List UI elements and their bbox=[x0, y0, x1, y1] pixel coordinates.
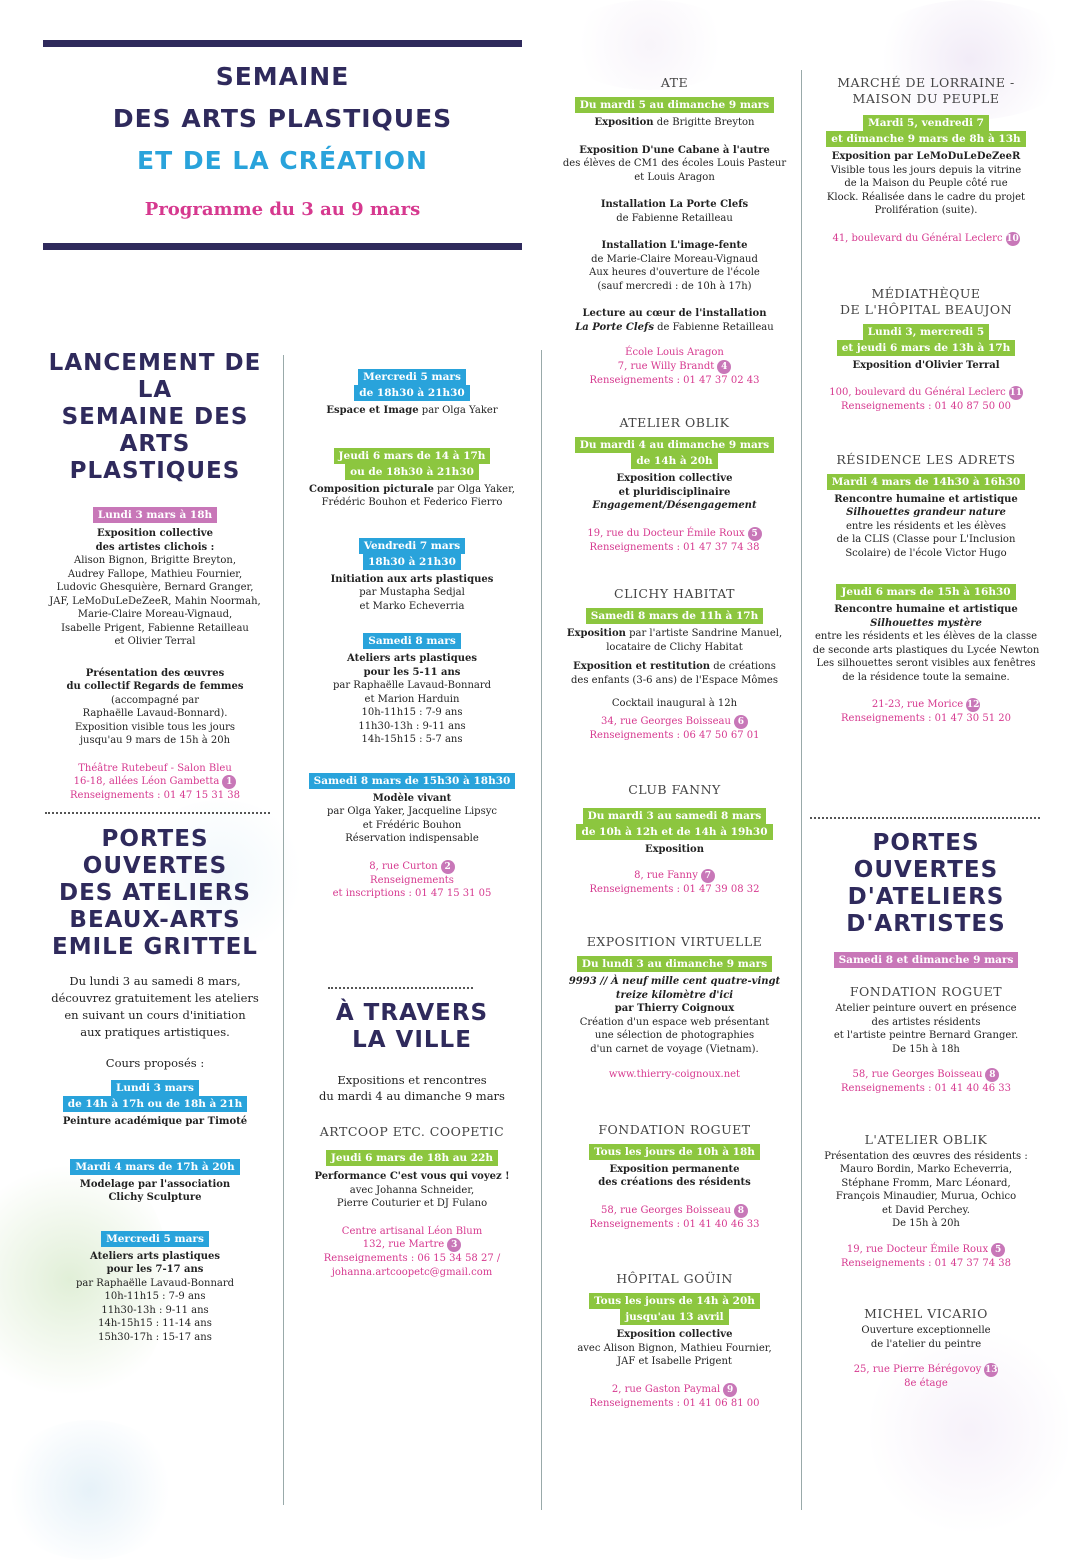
phone-info: Renseignements : 01 47 39 08 32 bbox=[589, 883, 760, 895]
course-title: Peinture académique par Timoté bbox=[62, 1116, 248, 1127]
event-detail: par Olga Yaker bbox=[418, 405, 498, 416]
address: 8, rue Curton bbox=[369, 860, 438, 872]
event-detail: avec Johanna Schneider, bbox=[349, 1184, 475, 1196]
event-title: Rencontre humaine et artistique bbox=[834, 493, 1018, 505]
event-title: 9993 // À neuf mille cent quatre-vingt bbox=[568, 976, 781, 987]
event-detail: de Fabienne Retailleau bbox=[616, 212, 733, 224]
artist-line: Audrey Fallope, Mathieu Fournier, bbox=[67, 568, 243, 580]
venue-title: MAISON DU PEUPLE bbox=[852, 91, 1000, 106]
phone-info: Renseignements bbox=[370, 874, 454, 886]
venue-title: MARCHÉ DE LORRAINE - bbox=[837, 75, 1015, 90]
event-title: Rencontre humaine et artistique bbox=[834, 604, 1018, 615]
event-title: Espace et Image bbox=[326, 405, 419, 416]
address: 19, rue du Docteur Émile Roux bbox=[587, 527, 745, 539]
phone-info: Renseignements : 01 41 06 81 00 bbox=[589, 1397, 760, 1409]
event-detail: par Olga Yaker, bbox=[433, 483, 515, 495]
date-tag: Du mardi 4 au dimanche 9 mars bbox=[575, 437, 774, 453]
location-number-badge: 11 bbox=[1009, 388, 1022, 398]
venue-title: ARTCOOP ETC. COOPETIC bbox=[319, 1124, 505, 1139]
event-title: des créations des résidents bbox=[598, 1177, 751, 1188]
portes-ateliers-artistes-section bbox=[806, 830, 1046, 1391]
date-tag: Vendredi 7 mars bbox=[359, 538, 465, 554]
section-title: EMILE GRITTEL bbox=[52, 934, 258, 960]
event-title: Exposition D'une Cabane à l'autre bbox=[579, 144, 770, 156]
date-tag: Mardi 4 mars de 17h à 20h bbox=[70, 1159, 239, 1175]
date-tag: Lundi 3 mars à 18h bbox=[93, 507, 217, 523]
date-tag: Samedi 8 mars de 11h à 17h bbox=[586, 608, 763, 624]
event-detail: Stéphane Fromm, Marc Léonard, bbox=[841, 1177, 1011, 1189]
event-detail: (sauf mercredi : de 10h à 17h) bbox=[597, 280, 752, 292]
event-detail: par Raphaëlle Lavaud-Bonnard bbox=[332, 680, 492, 691]
venue-title: L'ATELIER OBLIK bbox=[864, 1131, 988, 1147]
event-detail: jusqu'au 9 mars de 15h à 20h bbox=[79, 735, 231, 746]
event-title: Présentation des œuvres bbox=[85, 667, 225, 679]
location-number-badge: 6 bbox=[734, 715, 748, 729]
a-travers-la-ville-section bbox=[288, 1000, 536, 1279]
artist-line: JAF, LeMoDuLeDeZeeR, Mahin Noormah, bbox=[49, 595, 261, 607]
venue-title: DE L'HÔPITAL BEAUJON bbox=[839, 301, 1013, 317]
course-title: Clichy Sculpture bbox=[108, 1192, 202, 1203]
event-title: Exposition collective bbox=[616, 473, 733, 484]
courses-label: Cours proposés : bbox=[105, 1056, 205, 1070]
artist-line: Marie-Claire Moreau-Vignaud, bbox=[77, 609, 233, 620]
date-tag: Mardi 5, vendredi 7 bbox=[863, 115, 989, 131]
event-detail: (accompagné par bbox=[110, 694, 199, 706]
address: 132, rue Martre bbox=[362, 1239, 445, 1250]
phone-info: Renseignements : 01 41 40 46 33 bbox=[589, 1218, 760, 1230]
event-detail: de seconde arts plastiques du Lycée Newton bbox=[812, 644, 1040, 656]
event-detail: de Marie-Claire Moreau-Vignaud bbox=[591, 253, 758, 265]
section-title: À TRAVERS bbox=[335, 1000, 489, 1026]
location-number-badge: 8 bbox=[985, 1068, 999, 1082]
section-title: PORTES OUVERTES bbox=[853, 830, 999, 883]
column-divider bbox=[283, 355, 284, 1505]
event-detail: de Fabienne Retailleau bbox=[653, 321, 774, 333]
course-detail: 11h30-13h : 9-11 ans bbox=[101, 1304, 209, 1316]
section-separator bbox=[45, 812, 270, 814]
event-detail: et Frédéric Bouhon bbox=[362, 819, 462, 831]
address: 58, rue Georges Boisseau bbox=[601, 1204, 731, 1216]
address: 2, rue Gaston Paymal bbox=[611, 1383, 721, 1395]
event-detail: François Minaudier, Murua, Ochico bbox=[835, 1191, 1017, 1202]
address: École Louis Aragon bbox=[625, 347, 724, 358]
event-detail: et Marion Harduin bbox=[364, 693, 460, 705]
event-title: Engagement/Désengagement bbox=[592, 500, 757, 511]
decorative-pattern bbox=[0, 1420, 180, 1560]
event-title: La Porte Clefs bbox=[575, 321, 654, 333]
date-tag: Jeudi 6 mars de 18h au 22h bbox=[326, 1150, 498, 1166]
program-dates: Programme du 3 au 9 mars bbox=[144, 199, 421, 220]
event-title: Exposition par LeMoDuLeDeZeeR bbox=[831, 151, 1021, 162]
intro-text: du mardi 4 au dimanche 9 mars bbox=[319, 1089, 505, 1103]
event-detail: Les silhouettes seront visibles aux fenêtres bbox=[816, 658, 1036, 669]
event-title: par Thierry Coignoux bbox=[614, 1003, 735, 1014]
date-tag: Mercredi 5 mars bbox=[101, 1231, 209, 1247]
event-detail: Atelier peinture ouvert en présence bbox=[835, 1003, 1017, 1014]
date-tag: Samedi 8 et dimanche 9 mars bbox=[834, 952, 1019, 968]
lancement-section bbox=[30, 350, 280, 803]
event-detail: Exposition visible tous les jours bbox=[74, 721, 236, 733]
column-2 bbox=[288, 369, 536, 901]
date-tag: Lundi 3, mercredi 5 bbox=[863, 324, 989, 340]
event-detail: Prolifération (suite). bbox=[874, 205, 978, 216]
date-tag: Du mardi 5 au dimanche 9 mars bbox=[575, 97, 774, 113]
location-number-badge: 8 bbox=[734, 1204, 748, 1218]
event-detail: des artistes résidents bbox=[871, 1016, 981, 1028]
event-detail: et Louis Aragon bbox=[634, 171, 715, 183]
section-separator bbox=[810, 817, 1040, 819]
event-title: Silhouettes mystère bbox=[870, 617, 982, 629]
event-detail: Visible tous les jours depuis la vitrine bbox=[830, 164, 1022, 176]
location-number-badge: 13 bbox=[985, 1365, 998, 1375]
event-detail: 11h30-13h : 9-11 ans bbox=[358, 720, 466, 732]
phone-info: Renseignements : 06 15 34 58 27 / bbox=[323, 1253, 501, 1264]
event-detail: par Olga Yaker, Jacqueline Lipsyc bbox=[327, 806, 497, 817]
event-detail: locataire de Clichy Habitat bbox=[606, 641, 743, 653]
event-detail: Réservation indispensable bbox=[345, 833, 479, 844]
event-title: Exposition collective bbox=[97, 528, 213, 539]
event-title: Exposition d'Olivier Terral bbox=[852, 359, 1000, 371]
address: 8, rue Fanny bbox=[634, 869, 698, 881]
portes-beaux-arts-section bbox=[30, 826, 280, 1344]
column-4 bbox=[806, 75, 1046, 726]
event-detail: entre les résidents et les élèves de la classe bbox=[814, 631, 1038, 642]
event-title: treize kilomètre d'ici bbox=[615, 989, 734, 1001]
event-detail: Cocktail inaugural à 12h bbox=[611, 698, 738, 709]
title-line-2: DES ARTS PLASTIQUES bbox=[112, 104, 453, 133]
section-title: PLASTIQUES bbox=[69, 458, 241, 484]
date-tag: de 14h à 20h bbox=[631, 453, 717, 469]
website-link[interactable]: www.thierry-coignoux.net bbox=[608, 1069, 741, 1080]
venue-title: MÉDIATHÈQUE bbox=[871, 285, 981, 301]
date-tag: de 10h à 12h et de 14h à 19h30 bbox=[576, 824, 772, 840]
location-number-badge: 5 bbox=[748, 527, 762, 541]
date-tag: et jeudi 6 mars de 13h à 17h bbox=[837, 340, 1016, 356]
course-detail: 15h30-17h : 15-17 ans bbox=[98, 1331, 212, 1343]
venue-title: RÉSIDENCE LES ADRETS bbox=[836, 451, 1016, 467]
column-3 bbox=[552, 75, 797, 1410]
event-title: Lecture au cœur de l'installation bbox=[582, 308, 767, 319]
phone-info: Renseignements : 01 47 15 31 38 bbox=[70, 790, 240, 801]
address: 8e étage bbox=[904, 1378, 948, 1389]
event-title: Exposition collective bbox=[616, 1329, 733, 1340]
event-detail: d'un carnet de voyage (Vietnam). bbox=[590, 1043, 759, 1055]
section-title: D'ATELIERS bbox=[847, 884, 1005, 910]
intro-text: aux pratiques artistiques. bbox=[80, 1025, 230, 1039]
address: 21-23, rue Morice bbox=[871, 699, 964, 710]
event-title: Composition picturale bbox=[309, 483, 434, 495]
address: 58, rue Georges Boisseau bbox=[852, 1069, 983, 1080]
address: 100, boulevard du Général Leclerc bbox=[829, 387, 1006, 398]
title-line-3: ET DE LA CRÉATION bbox=[137, 146, 428, 175]
course-title: pour les 7-17 ans bbox=[106, 1264, 204, 1275]
date-tag: 18h30 à 21h30 bbox=[363, 554, 461, 570]
date-tag: Mardi 4 mars de 14h30 à 16h30 bbox=[827, 474, 1025, 490]
phone-info: Renseignements : 01 40 87 50 00 bbox=[841, 401, 1011, 412]
section-title: D'ARTISTES bbox=[846, 911, 1006, 937]
venue-title: FONDATION ROGUET bbox=[598, 1121, 751, 1137]
event-title: Modèle vivant bbox=[372, 792, 452, 804]
event-detail: par l'artiste Sandrine Manuel, bbox=[625, 628, 783, 639]
artist-line: Alison Bignon, Brigitte Breyton, bbox=[73, 555, 236, 566]
phone-info: Renseignements : 01 41 40 46 33 bbox=[841, 1083, 1011, 1094]
event-title: Installation La Porte Clefs bbox=[600, 199, 749, 210]
column-divider bbox=[541, 350, 542, 1510]
intro-text: découvrez gratuitement les ateliers bbox=[51, 991, 259, 1005]
date-tag: Jeudi 6 mars de 14 à 17h bbox=[334, 448, 491, 464]
event-title: pour les 5-11 ans bbox=[363, 666, 461, 678]
location-number-badge: 9 bbox=[723, 1383, 737, 1397]
course-detail: 14h-15h15 : 11-14 ans bbox=[98, 1318, 212, 1329]
venue-title: HÔPITAL GOÜIN bbox=[616, 1271, 733, 1286]
artist-line: et Olivier Terral bbox=[114, 636, 196, 647]
event-detail: Pierre Couturier et DJ Fulano bbox=[336, 1198, 488, 1209]
venue-title: FONDATION ROGUET bbox=[849, 984, 1003, 999]
date-tag: Jeudi 6 mars de 15h à 16h30 bbox=[836, 584, 1015, 600]
address: Centre artisanal Léon Blum bbox=[341, 1225, 483, 1237]
date-tag: Tous les jours de 14h à 20h bbox=[589, 1293, 760, 1309]
event-detail: Raphaëlle Lavaud-Bonnard). bbox=[82, 708, 228, 719]
section-title: DES ATELIERS bbox=[59, 880, 251, 906]
event-detail: Présentation des œuvres des résidents : bbox=[824, 1150, 1028, 1162]
event-detail: Mauro Bordin, Marko Echeverria, bbox=[839, 1164, 1013, 1175]
event-detail: et Marko Echeverria bbox=[359, 600, 465, 612]
event-title: Performance C'est vous qui voyez ! bbox=[314, 1171, 510, 1182]
date-tag: Du mardi 3 au samedi 8 mars bbox=[583, 808, 767, 824]
event-detail: de la résidence toute la semaine. bbox=[842, 671, 1010, 683]
event-detail: Aux heures d'ouverture de l'école bbox=[589, 267, 760, 278]
artist-line: Isabelle Prigent, Fabienne Retailleau bbox=[61, 622, 249, 634]
intro-text: Expositions et rencontres bbox=[337, 1073, 487, 1087]
event-detail: Frédéric Bouhon et Federico Fierro bbox=[321, 497, 503, 508]
date-tag: Samedi 8 mars bbox=[363, 633, 460, 649]
section-title: BEAUX-ARTS bbox=[69, 907, 241, 933]
event-title: Installation L'image-fente bbox=[601, 240, 748, 251]
location-number-badge: 10 bbox=[1006, 233, 1019, 244]
event-title: et pluridisciplinaire bbox=[618, 486, 731, 498]
artist-line: Ludovic Ghesquière, Bernard Granger, bbox=[56, 582, 254, 593]
date-tag: jusqu'au 13 avril bbox=[620, 1309, 728, 1325]
phone-info: Renseignements : 01 47 37 74 38 bbox=[589, 541, 760, 553]
course-detail: par Raphaëlle Lavaud-Bonnard bbox=[75, 1277, 235, 1289]
event-detail: de créations bbox=[710, 661, 776, 672]
column-divider bbox=[801, 70, 802, 1510]
venue-title: CLICHY HABITAT bbox=[614, 586, 735, 601]
event-detail: Création d'un espace web présentant bbox=[579, 1016, 770, 1028]
address: 7, rue Willy Brandt bbox=[617, 360, 715, 372]
event-detail: De 15h à 18h bbox=[892, 1043, 960, 1055]
event-detail: Scolaire) de l'école Victor Hugo bbox=[845, 547, 1007, 559]
event-detail: avec Alison Bignon, Mathieu Fournier, bbox=[577, 1342, 772, 1354]
date-tag: Du lundi 3 au dimanche 9 mars bbox=[577, 956, 772, 972]
event-detail: 10h-11h15 : 7-9 ans bbox=[361, 707, 463, 718]
venue-title: MICHEL VICARIO bbox=[864, 1306, 988, 1321]
event-detail: par Mustapha Sedjal bbox=[359, 587, 465, 598]
phone-info: et inscriptions : 01 47 15 31 05 bbox=[332, 888, 492, 899]
event-detail: de la CLIS (Classe pour L'Inclusion bbox=[836, 534, 1016, 545]
address: Théâtre Rutebeuf - Salon Bleu bbox=[78, 762, 232, 774]
venue-title: ATELIER OBLIK bbox=[619, 415, 730, 430]
event-title: Exposition bbox=[644, 844, 705, 855]
intro-text: Du lundi 3 au samedi 8 mars, bbox=[69, 974, 241, 988]
event-detail: des élèves de CM1 des écoles Louis Pasteur bbox=[562, 158, 787, 169]
section-separator bbox=[328, 987, 473, 989]
location-number-badge: 7 bbox=[701, 869, 715, 883]
header-bottom-bar bbox=[43, 243, 522, 250]
date-tag: de 14h à 17h ou de 18h à 21h bbox=[63, 1096, 248, 1112]
date-tag: Lundi 3 mars bbox=[111, 1080, 199, 1096]
date-tag: ou de 18h30 à 21h30 bbox=[345, 464, 479, 480]
location-number-badge: 5 bbox=[991, 1243, 1005, 1257]
event-title: Initiation aux arts plastiques bbox=[330, 573, 494, 585]
event-detail: Ouverture exceptionnelle bbox=[861, 1325, 991, 1336]
event-detail: une sélection de photographies bbox=[594, 1030, 755, 1041]
phone-info: Renseignements : 01 47 37 74 38 bbox=[841, 1257, 1011, 1269]
email-link[interactable]: johanna.artcoopetc@gmail.com bbox=[331, 1266, 493, 1278]
date-tag: Tous les jours de 10h à 18h bbox=[589, 1144, 760, 1160]
phone-info: Renseignements : 01 47 30 51 20 bbox=[841, 713, 1011, 724]
event-title: Exposition bbox=[594, 117, 654, 128]
course-detail: 10h-11h15 : 7-9 ans bbox=[104, 1291, 206, 1302]
title-line-1: SEMAINE bbox=[215, 62, 350, 91]
event-detail: 14h-15h15 : 5-7 ans bbox=[361, 734, 463, 745]
phone-info: Renseignements : 01 47 37 02 43 bbox=[589, 374, 760, 386]
location-number-badge: 4 bbox=[717, 360, 731, 374]
section-title: PORTES OUVERTES bbox=[82, 826, 228, 879]
event-title: du collectif Regards de femmes bbox=[66, 681, 244, 692]
address: 41, boulevard du Général Leclerc bbox=[832, 232, 1003, 244]
location-number-badge: 3 bbox=[447, 1238, 461, 1252]
header-top-bar bbox=[43, 40, 522, 47]
event-title: Exposition et restitution bbox=[573, 661, 711, 672]
event-detail: de Brigitte Breyton bbox=[653, 117, 755, 128]
event-title: Ateliers arts plastiques bbox=[347, 653, 477, 664]
section-title: LANCEMENT DE LA bbox=[48, 350, 262, 403]
section-title: LA VILLE bbox=[352, 1027, 472, 1053]
intro-text: en suivant un cours d'initiation bbox=[64, 1008, 246, 1022]
event-title: Exposition permanente bbox=[609, 1163, 740, 1175]
location-number-badge: 12 bbox=[966, 700, 980, 710]
event-detail: De 15h à 20h bbox=[892, 1218, 960, 1229]
address: 19, rue Docteur Émile Roux bbox=[846, 1243, 989, 1255]
address: 25, rue Pierre Bérégovoy bbox=[853, 1364, 982, 1375]
section-title: SEMAINE DES ARTS bbox=[61, 404, 249, 457]
event-detail: de l'atelier du peintre bbox=[870, 1338, 982, 1350]
event-detail: Klock. Réalisée dans le cadre du projet bbox=[826, 191, 1026, 203]
event-detail: des enfants (3-6 ans) de l'Espace Mômes bbox=[571, 674, 778, 686]
event-detail: JAF et Isabelle Prigent bbox=[617, 1356, 732, 1367]
event-title: Exposition bbox=[566, 628, 626, 639]
address: 34, rue Georges Boisseau bbox=[601, 715, 731, 727]
date-tag: de 18h30 à 21h30 bbox=[354, 385, 470, 401]
event-detail: et David Perchey. bbox=[882, 1204, 970, 1216]
event-detail: de la Maison du Peuple côté rue bbox=[844, 178, 1008, 189]
event-title: Silhouettes grandeur nature bbox=[846, 507, 1006, 518]
event-detail: et l'artiste peintre Bernard Granger. bbox=[833, 1030, 1019, 1041]
date-tag: et dimanche 9 mars de 8h à 13h bbox=[826, 131, 1025, 147]
event-detail: entre les résidents et les élèves bbox=[845, 520, 1007, 532]
course-title: Modelage par l'association bbox=[79, 1178, 231, 1190]
venue-title: CLUB FANNY bbox=[628, 782, 721, 797]
location-number-badge: 1 bbox=[222, 775, 236, 789]
venue-title: EXPOSITION VIRTUELLE bbox=[586, 934, 763, 949]
address: 16-18, allées Léon Gambetta bbox=[73, 776, 220, 787]
location-number-badge: 2 bbox=[441, 860, 455, 874]
date-tag: Samedi 8 mars de 15h30 à 18h30 bbox=[309, 773, 516, 789]
phone-info: Renseignements : 06 47 50 67 01 bbox=[589, 729, 760, 741]
course-title: Ateliers arts plastiques bbox=[90, 1250, 220, 1262]
event-title: des artistes clichois : bbox=[95, 541, 215, 553]
venue-title: ATE bbox=[660, 75, 689, 90]
date-tag: Mercredi 5 mars bbox=[358, 369, 466, 385]
